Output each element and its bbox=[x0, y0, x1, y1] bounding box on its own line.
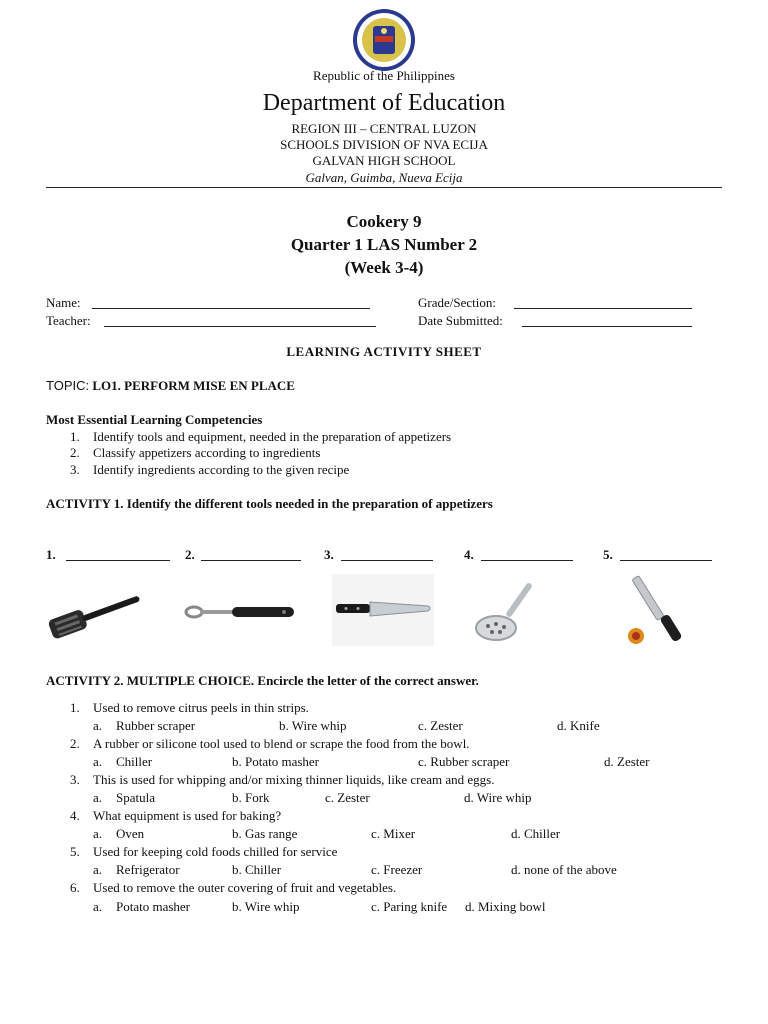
choice-letter-a[interactable]: a. bbox=[93, 899, 103, 914]
answer-num-1: 1. bbox=[46, 547, 56, 562]
name-label: Name: bbox=[46, 295, 81, 310]
topic-line bbox=[46, 378, 295, 394]
choice-c[interactable]: c. Mixer bbox=[371, 826, 416, 841]
melc-num-1: 1. bbox=[70, 429, 80, 444]
choice-d[interactable]: d. Wire whip bbox=[464, 790, 532, 805]
choice-c[interactable]: c. Zester bbox=[418, 718, 463, 733]
chef-knife-image bbox=[332, 574, 434, 646]
choice-c[interactable]: c. Rubber scraper bbox=[418, 754, 510, 769]
choice-letter-a[interactable]: a. bbox=[93, 718, 103, 733]
choice-a[interactable]: Oven bbox=[116, 826, 145, 841]
melon-baller-image bbox=[184, 574, 298, 646]
melc-item-2: Classify appetizers according to ingredients bbox=[93, 445, 321, 460]
answer-num-4: 4. bbox=[464, 547, 474, 562]
question-num-5: 5. bbox=[70, 844, 80, 859]
republic-text: Republic of the Philippines bbox=[313, 68, 455, 83]
question-num-4: 4. bbox=[70, 808, 80, 823]
question-text-2: A rubber or silicone tool used to blend or scrape the food from the bowl. bbox=[93, 736, 470, 751]
choice-letter-a[interactable]: a. bbox=[93, 826, 103, 841]
choice-d[interactable]: d. Knife bbox=[557, 718, 600, 733]
answer-blank-3[interactable] bbox=[341, 547, 433, 561]
melc-num-3: 3. bbox=[70, 462, 80, 477]
choice-a[interactable]: Refrigerator bbox=[116, 862, 180, 877]
melc-heading: Most Essential Learning Competencies bbox=[46, 412, 263, 427]
answer-num-2: 2. bbox=[185, 547, 195, 562]
choice-b[interactable]: b. Chiller bbox=[232, 862, 282, 877]
choice-b[interactable]: b. Gas range bbox=[232, 826, 298, 841]
grade-field[interactable] bbox=[514, 295, 692, 309]
question-text-3: This is used for whipping and/or mixing thinner liquids, like cream and eggs. bbox=[93, 772, 495, 787]
choice-a[interactable]: Chiller bbox=[116, 754, 153, 769]
date-label: Date Submitted: bbox=[418, 313, 503, 328]
answer-blank-2[interactable] bbox=[201, 547, 301, 561]
answer-blank-1[interactable] bbox=[66, 547, 170, 561]
grade-label: Grade/Section: bbox=[418, 295, 496, 310]
topic-label: TOPIC: bbox=[46, 378, 90, 393]
week-title: (Week 3-4) bbox=[344, 258, 424, 277]
deped-seal-icon bbox=[346, 8, 422, 72]
choice-d[interactable]: d. Zester bbox=[604, 754, 650, 769]
activity2-heading: ACTIVITY 2. MULTIPLE CHOICE. Encircle the letter of the correct answer. bbox=[46, 673, 479, 688]
teacher-label: Teacher: bbox=[46, 313, 91, 328]
header-divider bbox=[46, 187, 722, 188]
melc-item-3: Identify ingredients according to the given recipe bbox=[93, 462, 350, 477]
choice-letter-a[interactable]: a. bbox=[93, 790, 103, 805]
question-text-1: Used to remove citrus peels in thin strips. bbox=[93, 700, 309, 715]
melc-num-2: 2. bbox=[70, 445, 80, 460]
melc-item-1: Identify tools and equipment, needed in the preparation of appetizers bbox=[93, 429, 452, 444]
region-text: REGION III – CENTRAL LUZON bbox=[291, 121, 477, 136]
choice-letter-a[interactable]: a. bbox=[93, 862, 103, 877]
date-field[interactable] bbox=[522, 313, 692, 327]
answer-num-5: 5. bbox=[603, 547, 613, 562]
question-num-3: 3. bbox=[70, 772, 80, 787]
school-text: GALVAN HIGH SCHOOL bbox=[312, 153, 456, 168]
choice-a[interactable]: Potato masher bbox=[116, 899, 191, 914]
choice-b[interactable]: b. Wire whip bbox=[232, 899, 300, 914]
division-text: SCHOOLS DIVISION OF NVA ECIJA bbox=[280, 137, 488, 152]
question-text-6: Used to remove the outer covering of fruit and vegetables. bbox=[93, 880, 397, 895]
topic-value: LO1. PERFORM MISE EN PLACE bbox=[92, 378, 295, 393]
choice-c[interactable]: c. Freezer bbox=[371, 862, 423, 877]
question-text-5: Used for keeping cold foods chilled for service bbox=[93, 844, 338, 859]
teacher-field[interactable] bbox=[104, 313, 376, 327]
question-text-4: What equipment is used for baking? bbox=[93, 808, 282, 823]
question-num-2: 2. bbox=[70, 736, 80, 751]
choice-c[interactable]: c. Zester bbox=[325, 790, 370, 805]
address-text: Galvan, Guimba, Nueva Ecija bbox=[305, 170, 463, 185]
department-title: Department of Education bbox=[262, 90, 506, 116]
choice-b[interactable]: b. Wire whip bbox=[279, 718, 347, 733]
choice-d[interactable]: d. none of the above bbox=[511, 862, 617, 877]
choice-d[interactable]: d. Mixing bowl bbox=[465, 899, 546, 914]
choice-letter-a[interactable]: a. bbox=[93, 754, 103, 769]
choice-b[interactable]: b. Fork bbox=[232, 790, 270, 805]
question-num-6: 6. bbox=[70, 880, 80, 895]
subject-title: Cookery 9 bbox=[346, 212, 422, 231]
question-num-1: 1. bbox=[70, 700, 80, 715]
choice-c[interactable]: c. Paring knife bbox=[371, 899, 448, 914]
answer-blank-5[interactable] bbox=[620, 547, 712, 561]
potato-masher-image bbox=[470, 574, 560, 646]
zester-image bbox=[620, 574, 700, 646]
answer-num-3: 3. bbox=[324, 547, 334, 562]
activity1-heading: ACTIVITY 1. Identify the different tools needed in the preparation of appetizers bbox=[46, 496, 493, 511]
choice-d[interactable]: d. Chiller bbox=[511, 826, 561, 841]
las-title: Quarter 1 LAS Number 2 bbox=[290, 235, 478, 254]
choice-a[interactable]: Rubber scraper bbox=[116, 718, 196, 733]
answer-blank-4[interactable] bbox=[481, 547, 573, 561]
sheet-title: LEARNING ACTIVITY SHEET bbox=[286, 344, 482, 359]
name-field[interactable] bbox=[92, 295, 370, 309]
spatula-image bbox=[46, 574, 146, 646]
choice-a[interactable]: Spatula bbox=[116, 790, 155, 805]
choice-b[interactable]: b. Potato masher bbox=[232, 754, 320, 769]
